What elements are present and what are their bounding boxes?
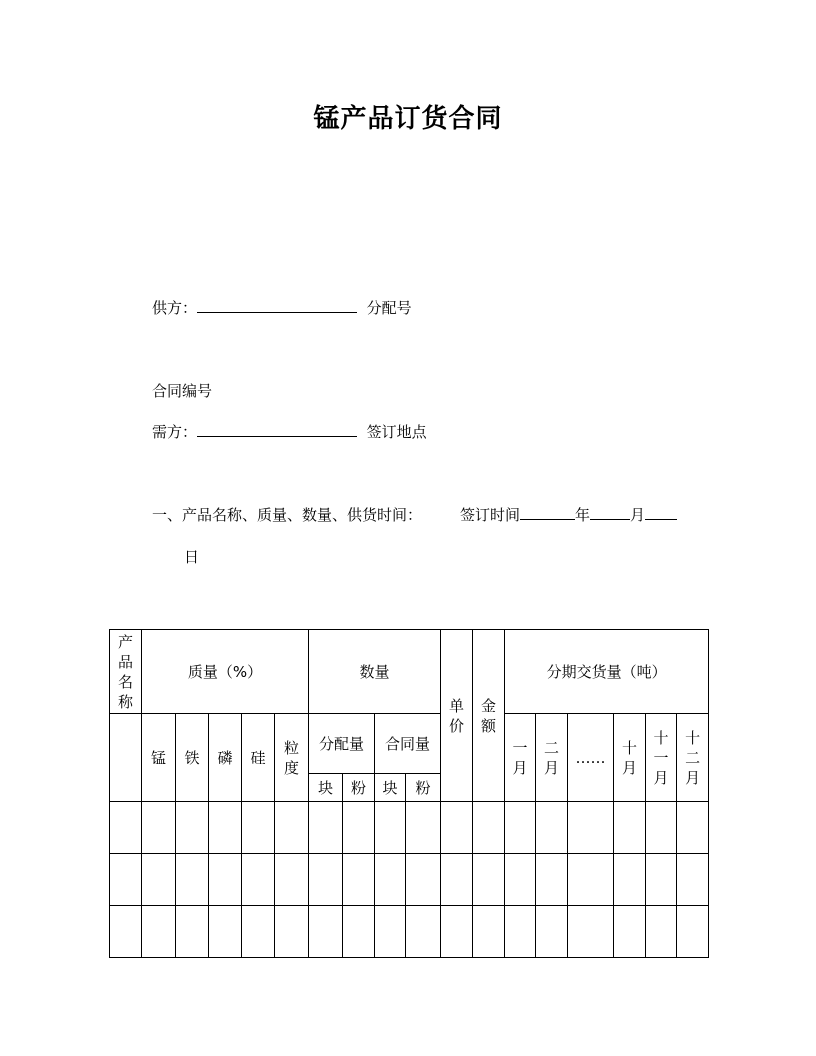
table-cell[interactable] — [473, 802, 505, 854]
table-cell[interactable] — [568, 802, 614, 854]
table-cell[interactable] — [176, 854, 209, 906]
table-row — [110, 802, 709, 854]
table-cell[interactable] — [646, 906, 677, 958]
table-cell[interactable] — [209, 802, 242, 854]
table-cell[interactable] — [275, 854, 309, 906]
allocation-label: 分配号 — [366, 299, 412, 317]
table-cell[interactable] — [309, 802, 343, 854]
day-line — [184, 547, 199, 567]
year-blank[interactable] — [520, 505, 575, 520]
buyer-blank[interactable] — [197, 422, 357, 437]
table-cell[interactable] — [406, 854, 441, 906]
month-blank[interactable] — [590, 505, 630, 520]
table-cell[interactable] — [505, 906, 536, 958]
year-label: 年 — [575, 506, 591, 524]
table-cell[interactable] — [142, 906, 176, 958]
table-cell[interactable] — [275, 906, 309, 958]
p-header: 磷 — [209, 714, 242, 802]
quantity-header: 数量 — [309, 630, 441, 714]
table-cell[interactable] — [142, 802, 176, 854]
table-header-row-1 — [110, 630, 709, 714]
table-cell[interactable] — [309, 906, 343, 958]
supplier-line — [152, 298, 412, 318]
table-row — [110, 906, 709, 958]
product-name-header: 产品名称 — [110, 630, 142, 714]
table-cell[interactable] — [677, 802, 709, 854]
table-cell[interactable] — [646, 854, 677, 906]
lump-header-1: 块 — [309, 774, 343, 802]
table-cell[interactable] — [176, 802, 209, 854]
table-cell[interactable] — [406, 802, 441, 854]
unit-price-header: 单价 — [441, 630, 473, 802]
table-cell[interactable] — [677, 854, 709, 906]
allocation-qty-header: 分配量 — [309, 714, 375, 774]
table-cell[interactable] — [646, 802, 677, 854]
table-header-row-2 — [110, 714, 709, 774]
day-blank[interactable] — [645, 505, 677, 520]
table-cell[interactable] — [375, 802, 406, 854]
supplier-label: 供方： — [152, 299, 198, 317]
table-cell[interactable] — [505, 854, 536, 906]
table-cell[interactable] — [568, 906, 614, 958]
powder-header-2: 粉 — [406, 774, 441, 802]
sign-time-label: 签订时间 — [460, 506, 521, 524]
table-cell[interactable] — [505, 802, 536, 854]
contract-no-line — [152, 381, 212, 401]
table-cell[interactable] — [536, 802, 568, 854]
table-cell[interactable] — [614, 854, 646, 906]
table-cell[interactable] — [536, 854, 568, 906]
lump-header-2: 块 — [375, 774, 406, 802]
table-cell[interactable] — [677, 906, 709, 958]
order-table — [109, 629, 709, 958]
place-label: 签订地点 — [366, 423, 427, 441]
month-1-header: 一月 — [505, 714, 536, 802]
table-cell[interactable] — [176, 906, 209, 958]
day-label: 日 — [184, 548, 200, 566]
table-cell[interactable] — [209, 854, 242, 906]
amount-header: 金额 — [473, 630, 505, 802]
table-cell[interactable] — [614, 802, 646, 854]
month-label: 月 — [630, 506, 646, 524]
table-cell[interactable] — [110, 802, 142, 854]
table-cell[interactable] — [242, 854, 275, 906]
table-cell[interactable] — [441, 802, 473, 854]
table-cell[interactable] — [275, 802, 309, 854]
table-cell[interactable] — [614, 906, 646, 958]
table-cell[interactable] — [406, 906, 441, 958]
table-cell[interactable] — [473, 906, 505, 958]
powder-header-1: 粉 — [343, 774, 375, 802]
month-11-header: 十一月 — [646, 714, 677, 802]
table-cell[interactable] — [309, 854, 343, 906]
fe-header: 铁 — [176, 714, 209, 802]
month-10-header: 十月 — [614, 714, 646, 802]
table-cell[interactable] — [536, 906, 568, 958]
supplier-blank[interactable] — [197, 298, 357, 313]
table-cell[interactable] — [343, 906, 375, 958]
product-name-subcell — [110, 714, 142, 802]
table-cell[interactable] — [375, 854, 406, 906]
table-cell[interactable] — [242, 802, 275, 854]
section1-heading: 一、产品名称、质量、数量、供货时间： — [152, 506, 423, 524]
table-cell[interactable] — [568, 854, 614, 906]
table-cell[interactable] — [209, 906, 242, 958]
si-header: 硅 — [242, 714, 275, 802]
buyer-label: 需方： — [152, 423, 198, 441]
table-cell[interactable] — [441, 906, 473, 958]
quality-header: 质量（%） — [142, 630, 309, 714]
schedule-header: 分期交货量（吨） — [505, 630, 709, 714]
table-cell[interactable] — [343, 854, 375, 906]
mn-header: 锰 — [142, 714, 176, 802]
month-12-header: 十二月 — [677, 714, 709, 802]
section1-line — [152, 505, 677, 525]
table-cell[interactable] — [441, 854, 473, 906]
table-body — [110, 802, 709, 958]
granularity-header: 粒度 — [275, 714, 309, 802]
contract-qty-header: 合同量 — [375, 714, 441, 774]
table-row — [110, 854, 709, 906]
month-2-header: 二月 — [536, 714, 568, 802]
table-cell[interactable] — [142, 854, 176, 906]
table-cell[interactable] — [242, 906, 275, 958]
table-cell[interactable] — [110, 906, 142, 958]
ellipsis-header: …… — [568, 714, 614, 802]
table-cell[interactable] — [473, 854, 505, 906]
contract-no-label: 合同编号 — [152, 382, 213, 400]
table-cell[interactable] — [110, 854, 142, 906]
page-title: 锰产品订货合同 — [313, 104, 503, 134]
table-cell[interactable] — [343, 802, 375, 854]
buyer-line — [152, 422, 427, 442]
table-cell[interactable] — [375, 906, 406, 958]
